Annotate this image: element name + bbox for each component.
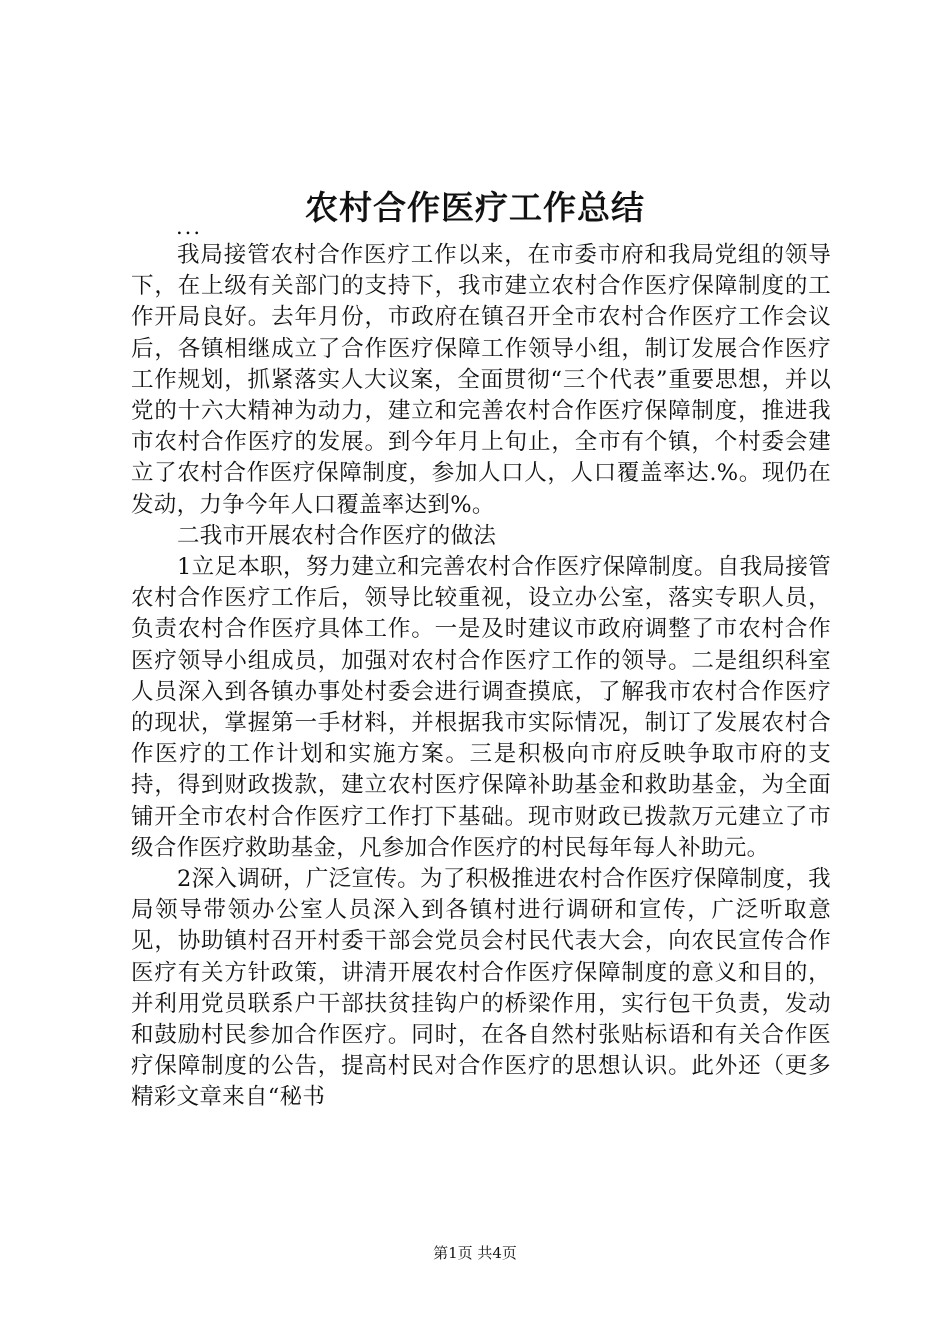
- document-title: 农村合作医疗工作总结: [305, 188, 645, 227]
- section-heading: 二我市开展农村合作医疗的做法: [177, 522, 497, 549]
- page-footer: 第1页 共4页: [433, 1244, 517, 1262]
- paragraph-item-2: 2深入调研，广泛宣传。为了积极推进农村合作医疗保障制度，我局领导带领办公室人员深入到各镇村进行调研和宣传，广泛听取意见，协助镇村召开村委干部会党员会村民代表大会，向农民宣传合作医疗有关方针政策，讲清开展农村合作医疗保障制度的意义和目的，并利用党员联系户干部扶贫挂钩户的桥梁作用，实行包干负责，发动和鼓励村民参加合作医疗。同时，在各自然村张贴标语和有关合作医疗保障制度的公告，提高村民对合作医疗的思想认识。此外还（更多精彩文章来自“秘书: [131, 866, 831, 1111]
- paragraph-intro: 我局接管农村合作医疗工作以来，在市委市府和我局党组的领导下，在上级有关部门的支持下，我市建立农村合作医疗保障制度的工作开局良好。去年月份，市政府在镇召开全市农村合作医疗工作会议后，各镇相继成立了合作医疗保障工作领导小组，制订发展合作医疗工作规划，抓紧落实人大议案，全面贯彻“三个代表”重要思想，并以党的十六大精神为动力，建立和完善农村合作医疗保障制度，推进我市农村合作医疗的发展。到今年月上旬止，全市有个镇，个村委会建立了农村合作医疗保障制度，参加人口人，人口覆盖率达.%。现仍在发动，力争今年人口覆盖率达到%。: [131, 242, 831, 518]
- paragraph-item-1: 1立足本职，努力建立和完善农村合作医疗保障制度。自我局接管农村合作医疗工作后，领导比较重视，设立办公室，落实专职人员，负责农村合作医疗具体工作。一是及时建议市政府调整了市农村合作医疗领导小组成员，加强对农村合作医疗工作的领导。二是组织科室人员深入到各镇办事处村委会进行调查摸底，了解我市农村合作医疗的现状，掌握第一手材料，并根据我市实际情况，制订了发展农村合作医疗的工作计划和实施方案。三是积极向市府反映争取市府的支持，得到财政拨款，建立农村医疗保障补助基金和救助基金，为全面铺开全市农村合作医疗工作打下基础。现市财政已拨款万元建立了市级合作医疗救助基金，凡参加合作医疗的村民每年每人补助元。: [131, 554, 831, 861]
- ellipsis-mark: ...: [176, 215, 203, 239]
- document-body: [131, 240, 831, 1114]
